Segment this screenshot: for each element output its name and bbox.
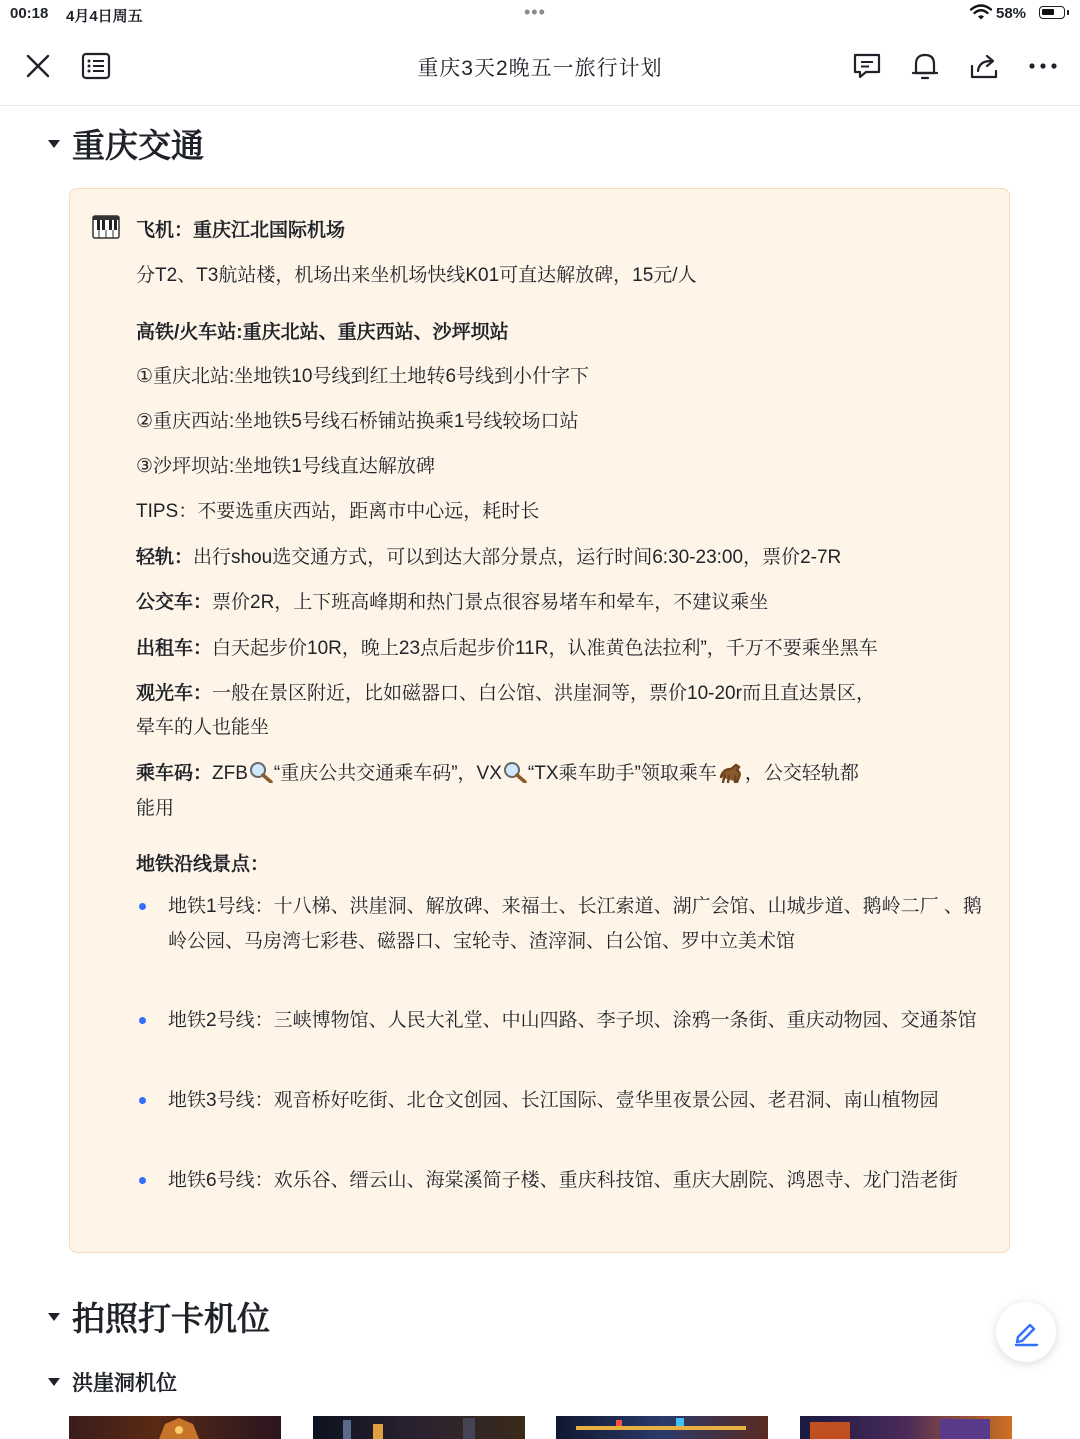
edit-button[interactable]: [996, 1302, 1056, 1362]
comment-button[interactable]: [849, 48, 885, 84]
airport-detail: 分T2、T3航站楼，机场出来坐机场快线K01可直达解放碑，15元/人: [136, 265, 697, 286]
photo-image: [313, 1416, 525, 1439]
ride-code-wechat-name: “TX乘车助手”领取乘车: [527, 763, 717, 784]
section-heading-transport[interactable]: [44, 120, 204, 167]
battery-percent: 58%: [996, 5, 1027, 22]
pencil-icon: [1011, 1317, 1041, 1347]
bullet-dot: [139, 1177, 146, 1184]
rail-title: 高铁/火车站:重庆北站、重庆西站、沙坪坝站: [136, 322, 509, 343]
bullet-dot: [139, 1017, 146, 1024]
transport-callout: [69, 188, 1010, 1253]
list-item: 地铁1号线：十八梯、洪崖洞、解放碑、来福士、长江索道、湖广会馆、山城步道、鹅岭二厂 、鹅岭公园、马房湾七彩巷、磁器口、宝轮寺、渣滓洞、白公馆、罗中立美术馆: [168, 896, 982, 952]
status-date: 4月4日周五: [66, 8, 143, 25]
bus-text: 票价2R，上下班高峰期和热门景点很容易堵车和晕车，不建议乘坐: [212, 592, 769, 613]
ride-code-tail: ，公交轻轨都: [744, 763, 859, 784]
photo-thumbnail[interactable]: [69, 1416, 281, 1439]
ride-code-text-cont: 能用: [136, 798, 175, 819]
list-item: 地铁3号线：观音桥好吃街、北仓文创园、长江国际、壹华里夜景公园、老君洞、南山植物园: [168, 1090, 939, 1111]
sightseeing-text-cont: 晕车的人也能坐: [136, 717, 270, 738]
ride-code-line: [136, 758, 859, 785]
nav-bar: [0, 28, 1080, 106]
status-bar: [0, 0, 1080, 28]
photo-image: [800, 1416, 1012, 1439]
sightseeing-text: 一般在景区附近，比如磁器口、白公馆、洪崖洞等，票价10-20r而且直达景区，: [212, 683, 875, 704]
sub-heading-hongyadong[interactable]: [44, 1367, 177, 1397]
sightseeing-label: 观光车：: [136, 683, 213, 704]
collapse-triangle-icon[interactable]: [48, 1313, 60, 1321]
battery-icon: [1039, 6, 1065, 19]
metro-title: 地铁沿线景点：: [136, 854, 270, 875]
rail-item: ①重庆北站:坐地铁10号线到红土地转6号线到小什字下: [136, 366, 590, 387]
heading-text: 拍照打卡机位: [72, 1300, 270, 1337]
piano-icon: [92, 215, 120, 239]
rail-item: ②重庆西站:坐地铁5号线石桥铺站换乘1号线较场口站: [136, 411, 579, 432]
photo-thumbnail[interactable]: [556, 1416, 768, 1439]
ride-code-label: 乘车码：: [136, 763, 213, 784]
photo-thumbnail[interactable]: [313, 1416, 525, 1439]
bullet-dot: [139, 903, 146, 910]
ride-code-zfb: ZFB: [212, 763, 248, 784]
horse-icon: [717, 761, 745, 783]
share-button[interactable]: [966, 48, 1002, 84]
wifi-icon: [970, 4, 992, 24]
ride-code-alipay-name: “重庆公共交通乘车码”，VX: [273, 763, 502, 784]
photo-image: [69, 1416, 281, 1439]
magnifier-icon: [502, 761, 528, 783]
airport-title: 飞机：重庆江北国际机场: [136, 220, 346, 241]
collapse-triangle-icon[interactable]: [48, 1378, 60, 1386]
bell-icon: [911, 51, 939, 81]
rail-item: ③沙坪坝站:坐地铁1号线直达解放碑: [136, 456, 435, 477]
comment-icon: [852, 52, 882, 80]
bus-line: [136, 587, 768, 614]
list-item: 地铁2号线：三峡博物馆、人民大礼堂、中山四路、李子坝、涂鸦一条街、重庆动物园、交通茶馆: [168, 1010, 977, 1031]
taxi-line: [136, 633, 878, 660]
light-rail-text: 出行shou选交通方式，可以到达大部分景点，运行时间6:30-23:00，票价2-7R: [193, 547, 842, 568]
multitask-dots[interactable]: •••: [524, 2, 546, 22]
more-icon: [1028, 62, 1058, 70]
light-rail-label: 轻轨：: [136, 547, 194, 568]
light-rail-line: [136, 542, 841, 569]
heading-text: 重庆交通: [72, 127, 204, 164]
sightseeing-line: [136, 678, 875, 705]
sub-heading-text: 洪崖洞机位: [72, 1372, 177, 1395]
photo-image: [556, 1416, 768, 1439]
tips-text: TIPS：不要选重庆西站，距离市中心远，耗时长: [136, 501, 540, 522]
page-title: 重庆3天2晚五一旅行计划: [417, 57, 663, 80]
taxi-text: 白天起步价10R，晚上23点后起步价11R，认准黄色法拉利”，千万不要乘坐黑车: [212, 638, 878, 659]
list-item: 地铁6号线：欢乐谷、缙云山、海棠溪简子楼、重庆科技馆、重庆大剧院、鸿恩寺、龙门浩老街: [168, 1170, 958, 1191]
share-icon: [969, 52, 999, 80]
photo-thumbnail[interactable]: [800, 1416, 1012, 1439]
collapse-triangle-icon[interactable]: [48, 140, 60, 148]
status-time: 00:18: [10, 5, 49, 22]
section-heading-photo[interactable]: [44, 1293, 270, 1340]
bullet-dot: [139, 1097, 146, 1104]
bus-label: 公交车：: [136, 592, 213, 613]
taxi-label: 出租车：: [136, 638, 213, 659]
more-button[interactable]: [1025, 48, 1061, 84]
magnifier-icon: [248, 761, 274, 783]
notification-button[interactable]: [907, 48, 943, 84]
